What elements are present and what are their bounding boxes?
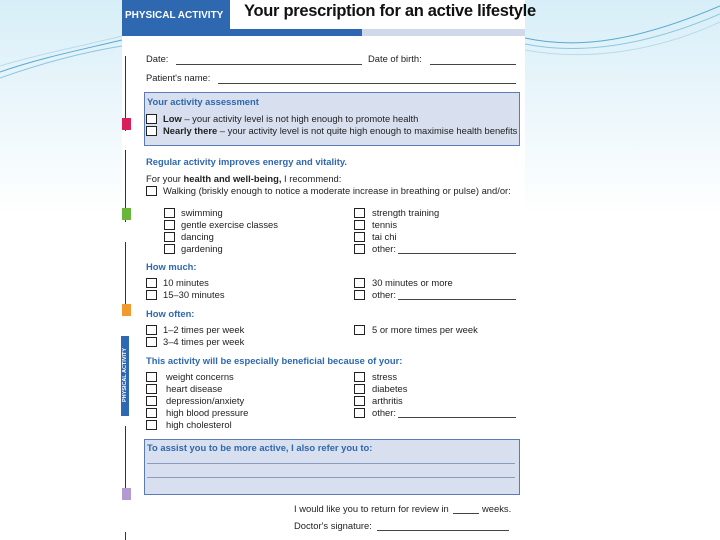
option-15-30-minutes: 15–30 minutes xyxy=(163,289,225,300)
option-tai-chi: tai chi xyxy=(372,231,397,242)
how-much-heading: How much: xyxy=(146,261,197,272)
option-gardening: gardening xyxy=(181,243,223,254)
condition-other-field[interactable] xyxy=(398,417,516,418)
checkbox-arthritis[interactable] xyxy=(354,396,365,406)
option-stress: stress xyxy=(372,371,398,382)
checkbox-30-minutes-plus[interactable] xyxy=(354,278,365,288)
checkbox-diabetes[interactable] xyxy=(354,384,365,394)
checkbox-dancing[interactable] xyxy=(164,232,175,242)
option-strength-training: strength training xyxy=(372,207,440,218)
option-diabetes: diabetes xyxy=(372,383,408,394)
recommend-intro-bold: health and well-being, xyxy=(183,173,282,184)
patient-name-field[interactable] xyxy=(218,83,516,84)
prescription-form xyxy=(122,0,536,540)
header-tab xyxy=(122,0,230,29)
option-high-blood-pressure: high blood pressure xyxy=(166,407,249,418)
checkbox-15-30-minutes[interactable] xyxy=(146,290,157,300)
option-depression-anxiety: depression/anxiety xyxy=(166,395,245,406)
how-often-heading: How often: xyxy=(146,308,195,319)
checkbox-condition-other[interactable] xyxy=(354,408,365,418)
option-10-minutes: 10 minutes xyxy=(163,277,209,288)
checkbox-depression-anxiety[interactable] xyxy=(146,396,157,406)
checkbox-5-plus-times[interactable] xyxy=(354,325,365,335)
checkbox-10-minutes[interactable] xyxy=(146,278,157,288)
checkbox-gardening[interactable] xyxy=(164,244,175,254)
date-label: Date: xyxy=(146,53,169,64)
signature-field[interactable] xyxy=(377,530,509,531)
referral-line-2[interactable] xyxy=(147,477,515,478)
date-field[interactable] xyxy=(176,64,362,65)
checkbox-swimming[interactable] xyxy=(164,208,175,218)
beneficial-heading: This activity will be especially beneficial because of your: xyxy=(146,355,403,366)
recommend-heading: Regular activity improves energy and vitality. xyxy=(146,156,347,167)
option-30-minutes-plus: 30 minutes or more xyxy=(372,277,453,288)
assessment-option-nearly-there xyxy=(163,125,517,136)
referral-line-1[interactable] xyxy=(147,463,515,464)
signature-label: Doctor's signature: xyxy=(294,520,372,531)
checkbox-tai-chi[interactable] xyxy=(354,232,365,242)
review-suffix: weeks. xyxy=(482,503,512,514)
option-weight-concerns: weight concerns xyxy=(166,371,234,382)
option-swimming: swimming xyxy=(181,207,223,218)
checkbox-gentle-exercise[interactable] xyxy=(164,220,175,230)
checkbox-strength-training[interactable] xyxy=(354,208,365,218)
checkbox-weight-concerns[interactable] xyxy=(146,372,157,382)
margin-tick-purple xyxy=(122,488,131,500)
recommend-intro-suffix: I recommend: xyxy=(281,173,342,184)
option-arthritis: arthritis xyxy=(372,395,403,406)
margin-rule-5 xyxy=(122,532,126,540)
option-duration-other: other: xyxy=(372,289,396,300)
checkbox-1-2-times[interactable] xyxy=(146,325,157,335)
recommend-intro-prefix: For your xyxy=(146,173,184,184)
checkbox-heart-disease[interactable] xyxy=(146,384,157,394)
option-5-plus-times: 5 or more times per week xyxy=(372,324,478,335)
assessment-nearly-text: – your activity level is not quite high enough to maximise health benefits xyxy=(217,125,518,136)
header-tab-label: PHYSICAL ACTIVITY xyxy=(125,10,224,21)
checkbox-activity-other[interactable] xyxy=(354,244,365,254)
assessment-low-bold: Low xyxy=(163,113,182,124)
dob-field[interactable] xyxy=(430,64,516,65)
margin-tick-green xyxy=(122,208,131,220)
assessment-nearly-bold: Nearly there xyxy=(163,125,218,136)
duration-other-field[interactable] xyxy=(398,299,516,300)
option-condition-other: other: xyxy=(372,407,396,418)
option-1-2-times: 1–2 times per week xyxy=(163,324,245,335)
checkbox-high-cholesterol[interactable] xyxy=(146,420,157,430)
option-gentle-exercise: gentle exercise classes xyxy=(181,219,278,230)
assessment-option-low xyxy=(163,113,418,124)
form-title: Your prescription for an active lifestyle xyxy=(244,2,536,20)
side-section-label xyxy=(121,336,129,416)
activity-other-field[interactable] xyxy=(398,253,516,254)
review-weeks-field[interactable] xyxy=(453,513,479,514)
option-tennis: tennis xyxy=(372,219,398,230)
assessment-title: Your activity assessment xyxy=(147,96,259,107)
assessment-low-text: – your activity level is not high enough to promote health xyxy=(181,113,419,124)
option-heart-disease: heart disease xyxy=(166,383,223,394)
checkbox-walking[interactable] xyxy=(146,186,157,196)
review-prefix: I would like you to return for review in xyxy=(294,503,449,514)
margin-tick-red xyxy=(122,118,131,130)
checkbox-nearly-there[interactable] xyxy=(146,126,157,136)
referral-heading: To assist you to be more active, I also refer you to: xyxy=(147,442,373,453)
option-dancing: dancing xyxy=(181,231,214,242)
checkbox-tennis[interactable] xyxy=(354,220,365,230)
option-activity-other: other: xyxy=(372,243,396,254)
checkbox-high-blood-pressure[interactable] xyxy=(146,408,157,418)
checkbox-low[interactable] xyxy=(146,114,157,124)
walking-option: Walking (briskly enough to notice a moderate increase in breathing or pulse) and/or: xyxy=(163,185,511,196)
checkbox-3-4-times[interactable] xyxy=(146,337,157,347)
header-bar-light xyxy=(362,29,525,36)
side-label-text: PHYSICAL ACTIVITY xyxy=(122,347,128,403)
patient-name-label: Patient's name: xyxy=(146,72,211,83)
header-bar xyxy=(122,29,362,36)
option-high-cholesterol: high cholesterol xyxy=(166,419,232,430)
option-3-4-times: 3–4 times per week xyxy=(163,336,245,347)
recommend-intro xyxy=(146,173,341,184)
dob-label: Date of birth: xyxy=(368,53,422,64)
checkbox-duration-other[interactable] xyxy=(354,290,365,300)
margin-tick-orange xyxy=(122,304,131,316)
checkbox-stress[interactable] xyxy=(354,372,365,382)
